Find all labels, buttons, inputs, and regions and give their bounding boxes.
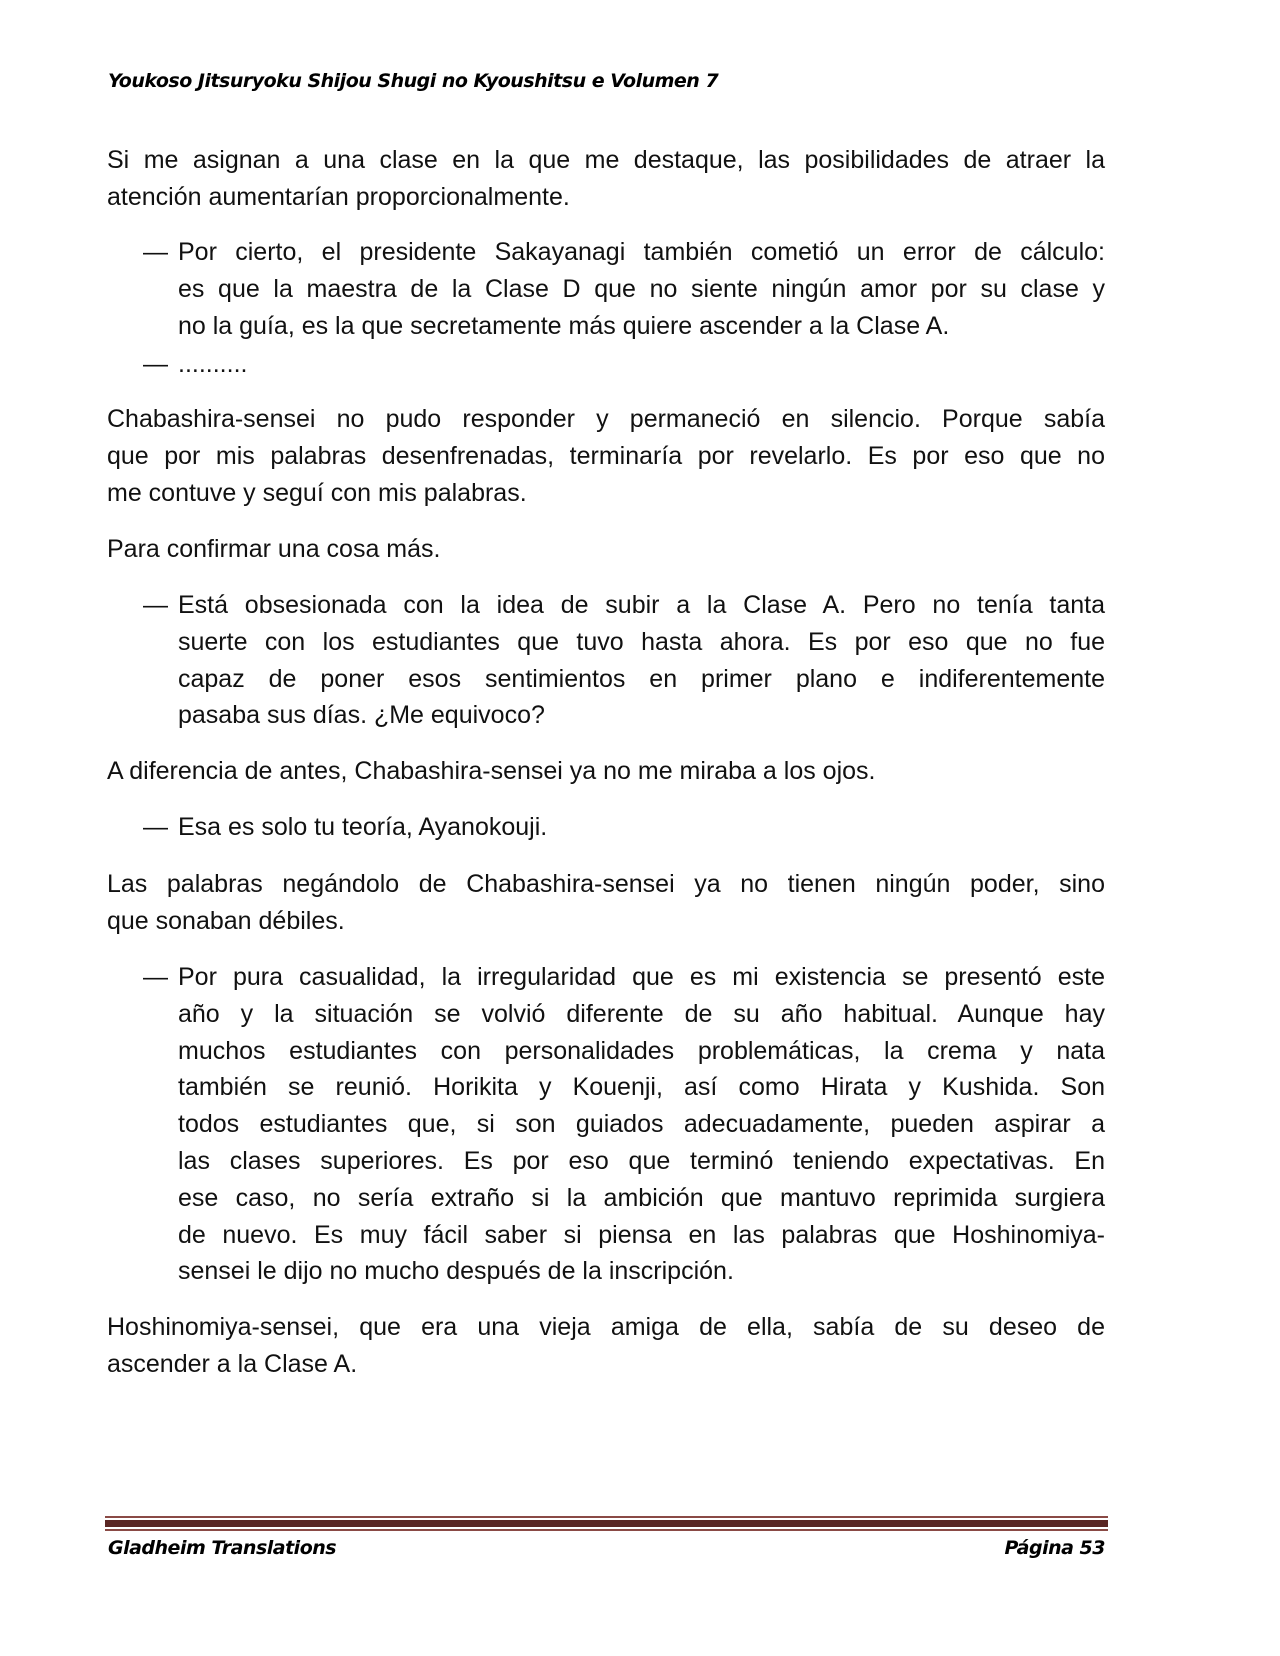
line-text: sensei le dijo no mucho después de la inscripción. bbox=[178, 1257, 734, 1286]
text-line bbox=[107, 866, 1105, 903]
text-line bbox=[143, 1180, 1105, 1217]
footer-page-number: Página 53 bbox=[1004, 1537, 1105, 1559]
text-line bbox=[143, 624, 1105, 661]
text-line bbox=[143, 809, 1105, 846]
line-text: suerte con los estudiantes que tuvo hasta ahora. Es por eso que no fue bbox=[178, 627, 1105, 656]
line-text: Por pura casualidad, la irregularidad que es mi existencia se presentó este bbox=[178, 963, 1105, 991]
text-line bbox=[143, 1253, 1105, 1290]
line-text: me contuve y seguí con mis palabras. bbox=[107, 478, 527, 507]
line-text: Chabashira-sensei no pudo responder y permaneció en silencio. Porque sabía bbox=[107, 405, 1105, 433]
dialogue-dash: — bbox=[143, 238, 168, 266]
paragraph bbox=[107, 1309, 1105, 1383]
text-line bbox=[143, 1106, 1105, 1143]
text-line bbox=[107, 475, 1105, 512]
line-text: Por cierto, el presidente Sakayanagi también cometió un error de cálculo: bbox=[178, 238, 1105, 266]
text-line bbox=[143, 587, 1105, 624]
text-line bbox=[107, 142, 1105, 179]
line-text: también se reunió. Horikita y Kouenji, así como Hirata y Kushida. Son bbox=[178, 1073, 1105, 1102]
dialogue-dash: — bbox=[143, 591, 168, 619]
footer-rule bbox=[105, 1529, 1108, 1531]
dialogue-paragraph bbox=[143, 809, 1105, 846]
paragraph bbox=[107, 531, 1105, 568]
text-line bbox=[143, 346, 1105, 383]
text-line bbox=[143, 697, 1105, 734]
footer-rule-thick bbox=[105, 1520, 1108, 1527]
running-header: Youkoso Jitsuryoku Shijou Shugi no Kyoushitsu e Volumen 7 bbox=[108, 70, 719, 92]
line-text: las clases superiores. Es por eso que terminó teniendo expectativas. En bbox=[178, 1146, 1105, 1175]
text-line bbox=[143, 1033, 1105, 1070]
line-text: no la guía, es la que secretamente más quiere ascender a la Clase A. bbox=[178, 311, 950, 340]
text-line bbox=[107, 1346, 1105, 1383]
footer-rule bbox=[105, 1516, 1108, 1518]
line-text: Esa es solo tu teoría, Ayanokouji. bbox=[178, 813, 548, 841]
line-text: muchos estudiantes con personalidades problemáticas, la crema y nata bbox=[178, 1036, 1105, 1065]
text-line bbox=[107, 1309, 1105, 1346]
line-text: pasaba sus días. ¿Me equivoco? bbox=[178, 701, 545, 730]
line-text: A diferencia de antes, Chabashira-sensei ya no me miraba a los ojos. bbox=[107, 757, 876, 785]
line-text: es que la maestra de la Clase D que no siente ningún amor por su clase y bbox=[178, 274, 1105, 303]
text-line bbox=[143, 1069, 1105, 1106]
line-text: Las palabras negándolo de Chabashira-sensei ya no tienen ningún poder, sino bbox=[107, 870, 1105, 898]
line-text: año y la situación se volvió diferente de su año habitual. Aunque hay bbox=[178, 999, 1105, 1028]
paragraph bbox=[107, 866, 1105, 940]
line-text: que sonaban débiles. bbox=[107, 906, 345, 935]
text-line bbox=[143, 959, 1105, 996]
text-line bbox=[107, 438, 1105, 475]
line-text: atención aumentarían proporcionalmente. bbox=[107, 182, 570, 211]
dialogue-paragraph bbox=[143, 587, 1105, 734]
line-text: .......... bbox=[178, 350, 248, 378]
text-line bbox=[107, 531, 1105, 568]
line-text: Si me asignan a una clase en la que me destaque, las posibilidades de atraer la bbox=[107, 146, 1105, 174]
dialogue-dash: — bbox=[143, 813, 168, 841]
line-text: de nuevo. Es muy fácil saber si piensa en las palabras que Hoshinomiya- bbox=[178, 1220, 1105, 1249]
line-text: ese caso, no sería extraño si la ambición que mantuvo reprimida surgiera bbox=[178, 1183, 1105, 1212]
text-line bbox=[143, 234, 1105, 271]
line-text: Para confirmar una cosa más. bbox=[107, 535, 441, 563]
dialogue-dash: — bbox=[143, 963, 168, 991]
paragraph bbox=[107, 401, 1105, 511]
line-text: que por mis palabras desenfrenadas, terminaría por revelarlo. Es por eso que no bbox=[107, 441, 1105, 470]
dialogue-dash: — bbox=[143, 350, 168, 378]
text-line bbox=[107, 753, 1105, 790]
footer-publisher: Gladheim Translations bbox=[108, 1537, 337, 1559]
text-line bbox=[107, 903, 1105, 940]
text-line bbox=[143, 661, 1105, 698]
text-line bbox=[143, 1143, 1105, 1180]
text-line bbox=[143, 308, 1105, 345]
line-text: todos estudiantes que, si son guiados adecuadamente, pueden aspirar a bbox=[178, 1110, 1105, 1139]
dialogue-paragraph bbox=[143, 959, 1105, 1290]
text-line bbox=[143, 271, 1105, 308]
text-line bbox=[143, 1217, 1105, 1254]
paragraph bbox=[107, 753, 1105, 790]
line-text: Hoshinomiya-sensei, que era una vieja amiga de ella, sabía de su deseo de bbox=[107, 1313, 1105, 1341]
text-line bbox=[107, 401, 1105, 438]
line-text: ascender a la Clase A. bbox=[107, 1349, 358, 1378]
paragraph bbox=[107, 142, 1105, 216]
text-line bbox=[143, 996, 1105, 1033]
dialogue-paragraph bbox=[143, 346, 1105, 383]
text-line bbox=[107, 179, 1105, 216]
dialogue-paragraph bbox=[143, 234, 1105, 344]
line-text: capaz de poner esos sentimientos en primer plano e indiferentemente bbox=[178, 664, 1105, 693]
line-text: Está obsesionada con la idea de subir a la Clase A. Pero no tenía tanta bbox=[178, 591, 1105, 619]
